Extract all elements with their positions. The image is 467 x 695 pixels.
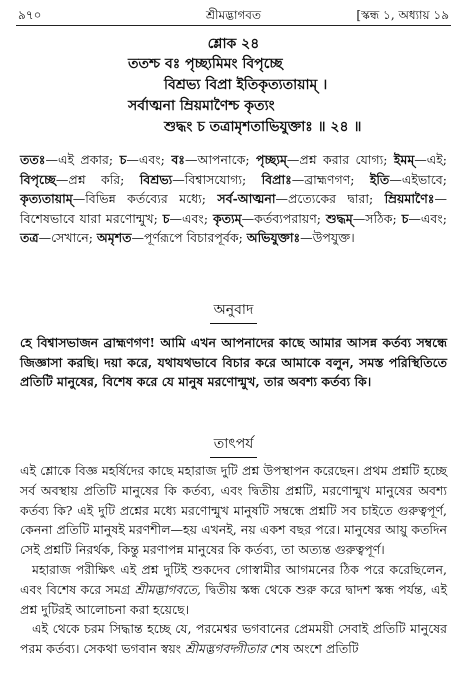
synonyms: ততঃ—এই প্রকার; চ—এবং; বঃ—আপনাকে; পৃচ্ছ্যম্—প্রশ্ন করার যোগ্য; ইমম্—এই; বিপৃচ্ছে—প্রশ্ন করি; বিশ্রভ্য—বিশ্বাসযোগ্য; বিপ্রাঃ—ব্রাহ্মণগণ; ইতি—এইভাবে; কৃত্যতায়াম্—বিভিন্ন কর্তব্যের মধ্যে; সর্ব-আত্মনা—প্রত্যেকের দ্বারা; ম্রিয়মাণৈঃ—বিশেষভাবে যারা মরণোন্মুখ; চ—এবং; কৃত্যম্—কর্তব্যপরায়ণ; শুদ্ধম্—সঠিক; চ—এবং; তত্র—সেখানে; অমৃশত—পূর্ণরূপে বিচারপূর্বক; অভিযুক্তাঃ—উপযুক্ত।: [20, 152, 448, 246]
synonym-word: পৃচ্ছ্যম্: [256, 152, 287, 167]
synonym-word: ইতি: [369, 171, 390, 187]
purport-paragraph-1: এই শ্লোকে বিজ্ঞ মহর্ষিদের কাছে মহারাজ দুটি প্রশ্ন উপস্থাপন করেছেন। প্রথম প্রশ্নটি হচ্ছে সর্ব অবস্থায় প্রতিটি মানুষের কি কর্তব্য, এবং দ্বিতীয় প্রশ্নটি, মরণোন্মুখ মানুষের অবশ্য কর্তব্য কি? এই দুটি প্রশ্নের মধ্যে মরণোন্মুখ মানুষটি সম্বন্ধে প্রশ্নটি সব চাইতে গুরুত্বপূর্ণ, কেননা প্রতিটি মানুষই মরণশীল—হয় এখনই, নয় একশ বছর পরে। মানুষের আয়ু কতদিন সেই প্রশ্নটি নিরর্থক, কিন্তু মরণাপন্ন মানুষের কি কর্তব্য, তা অত্যন্ত গুরুত্বপূর্ণ।: [20, 463, 447, 558]
purport-text: [20, 461, 447, 659]
p2-part-b: দ্বিতীয় স্কন্ধ থেকে শুরু করে দ্বাদশ স্কন্ধ পর্যন্ত, এই প্রশ্ন দুটিরই আলোচনা করা হয়েছে।: [20, 581, 448, 617]
synonym-meaning: এবং;: [420, 210, 447, 226]
verse-line-3: সর্বাত্মনা ম্রিয়মাণৈশ্চ কৃত্যং: [128, 98, 275, 114]
purport-heading: [0, 432, 467, 458]
synonym-word: বঃ: [171, 152, 185, 167]
translation-heading-text: অনুবাদ: [210, 298, 258, 324]
verse-title: শ্লোক ২৪: [207, 36, 260, 52]
synonym-word: চ: [162, 210, 170, 226]
synonym-meaning: প্রত্যেকের দ্বারা;: [288, 191, 374, 207]
canto-chapter: [স্কন্ধ ১, অধ্যায় ১৯: [356, 8, 449, 22]
p3-part-b: শেষ অংশে প্রতিটি: [266, 641, 359, 657]
synonym-word: কৃত্যম্: [212, 210, 242, 226]
synonym-meaning: এই প্রকার;: [57, 152, 114, 167]
synonym-meaning: এই;: [426, 152, 448, 167]
synonym-word: বিশ্রভ্য: [139, 171, 173, 187]
synonym-meaning: আপনাকে;: [197, 152, 250, 167]
synonym-meaning: প্রশ্ন করি;: [68, 171, 125, 187]
synonym-word: বিপ্রাঃ: [261, 171, 292, 187]
synonym-word: অভিযুক্তাঃ: [246, 230, 301, 246]
synonym-meaning: কর্তব্যপরায়ণ;: [254, 210, 321, 226]
p2-part-a: মহারাজ পরীক্ষিৎ এই প্রশ্ন দুটিই শুকদেব গোস্বামীর আগমনের ঠিক পরে করেছিলেন, এবং বিশেষ করে সমগ্র: [20, 561, 447, 597]
p2-emphasis: শ্রীমদ্ভাগবতে,: [134, 581, 201, 597]
synonym-meaning: বিশেষভাবে যারা মরণোন্মুখ;: [20, 210, 158, 226]
synonym-word: ইমম্: [393, 152, 415, 167]
synonym-word: তত্র: [20, 230, 39, 246]
p3-part-a: এই থেকে চরম সিদ্ধান্ত হচ্ছে যে, পরমেশ্বর ভগবানের প্রেমময়ী সেবাই প্রতিটি মানুষের পরম কর্তব্য। সেকথা ভগবান স্বয়ং: [20, 621, 447, 657]
translation-heading: [0, 298, 467, 324]
synonym-word: বিপৃচ্ছে: [20, 171, 56, 187]
synonym-meaning: এবং;: [138, 152, 165, 167]
book-title: শ্রীমদ্ভাগবত: [205, 8, 261, 22]
synonym-word: ম্রিয়মাণৈঃ: [384, 191, 435, 207]
purport-paragraph-2: [20, 560, 447, 619]
verse-line-4: শুদ্ধং চ তত্রামৃশতাভিযুক্তাঃ ॥ ২৪ ॥: [164, 119, 362, 135]
synonym-meaning: এইভাবে;: [401, 171, 447, 187]
verse-line-1: ততশ্চ বঃ পৃচ্ছ্যমিমং বিপৃচ্ছে: [128, 56, 283, 72]
synonym-meaning: সেখানে;: [51, 230, 93, 246]
header-rule: [16, 25, 451, 26]
synonym-word: চ: [119, 152, 127, 167]
synonym-meaning: উপযুক্ত।: [312, 230, 355, 246]
synonym-meaning: ব্রাহ্মণগণ;: [304, 171, 355, 187]
translation-text: হে বিশ্বাসভাজন ব্রাহ্মণগণ! আমি এখন আপনাদের কাছে আমার আসন্ন কর্তব্য সম্বন্ধে জিজ্ঞাসা করছি। দয়া করে, যথাযথভাবে বিচার করে আমাকে বলুন, সমস্ত পরিস্থিতিতে প্রতিটি মানুষের, বিশেষ করে যে মানুষ মরণোন্মুখ, তার অবশ্য কর্তব্য কি।: [20, 335, 447, 390]
synonym-meaning: প্রশ্ন করার যোগ্য;: [299, 152, 388, 167]
verse-line-2: বিশ্রভ্য বিপ্রা ইতিকৃত্যতায়াম্ ।: [164, 77, 328, 93]
synonym-meaning: এবং;: [181, 210, 209, 226]
page-header: [18, 5, 449, 27]
synonym-word: চ: [401, 210, 409, 226]
synonym-meaning: সঠিক;: [365, 210, 397, 226]
purport-heading-text: তাৎপর্য: [210, 432, 258, 458]
synonym-word: ততঃ: [20, 152, 46, 167]
synonym-word: সর্ব-আত্মনা: [217, 191, 276, 207]
synonym-word: শুদ্ধম্: [325, 210, 353, 226]
synonym-meaning: পূর্ণরূপে বিচারপূর্বক;: [143, 230, 243, 246]
synonym-meaning: বিভিন্ন কর্তব্যের মধ্যে;: [85, 191, 206, 207]
synonym-word: অমৃশত: [96, 230, 132, 246]
p3-emphasis: শ্রীমদ্ভগবদ্গীতার: [185, 641, 267, 657]
purport-paragraph-3: [20, 619, 447, 659]
page-number: ৯৭০: [18, 8, 42, 22]
synonym-meaning: বিশ্বাসযোগ্য;: [184, 171, 247, 187]
synonym-word: কৃত্যতায়াম্: [20, 191, 73, 207]
